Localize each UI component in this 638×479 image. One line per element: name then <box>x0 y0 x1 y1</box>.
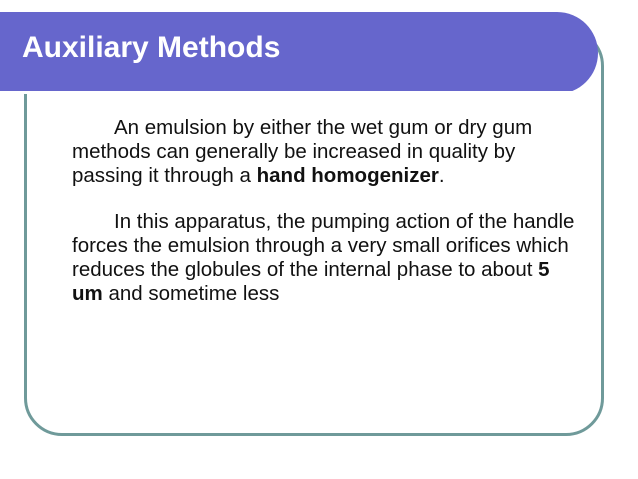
paragraph-1-text: An emulsion by either the wet gum or dry gum methods can generally be increased in quality by passing it through a <box>72 116 533 187</box>
slide-title: Auxiliary Methods <box>22 31 281 64</box>
paragraph-2-text: In this apparatus, the pumping action of the handle forces the emulsion through a very small orifices which reduces the globules of the internal phase to about <box>72 210 575 281</box>
paragraph-homogenizer <box>72 116 582 188</box>
title-underline <box>0 91 588 94</box>
paragraph-2-bold-value: 5 um <box>72 258 550 305</box>
slide-body <box>72 116 582 328</box>
paragraph-apparatus <box>72 210 582 306</box>
paragraph-2-end: and sometime less <box>102 282 280 305</box>
paragraph-1-bold-term: hand homogenizer <box>256 164 439 187</box>
paragraph-1-end: . <box>438 164 445 187</box>
